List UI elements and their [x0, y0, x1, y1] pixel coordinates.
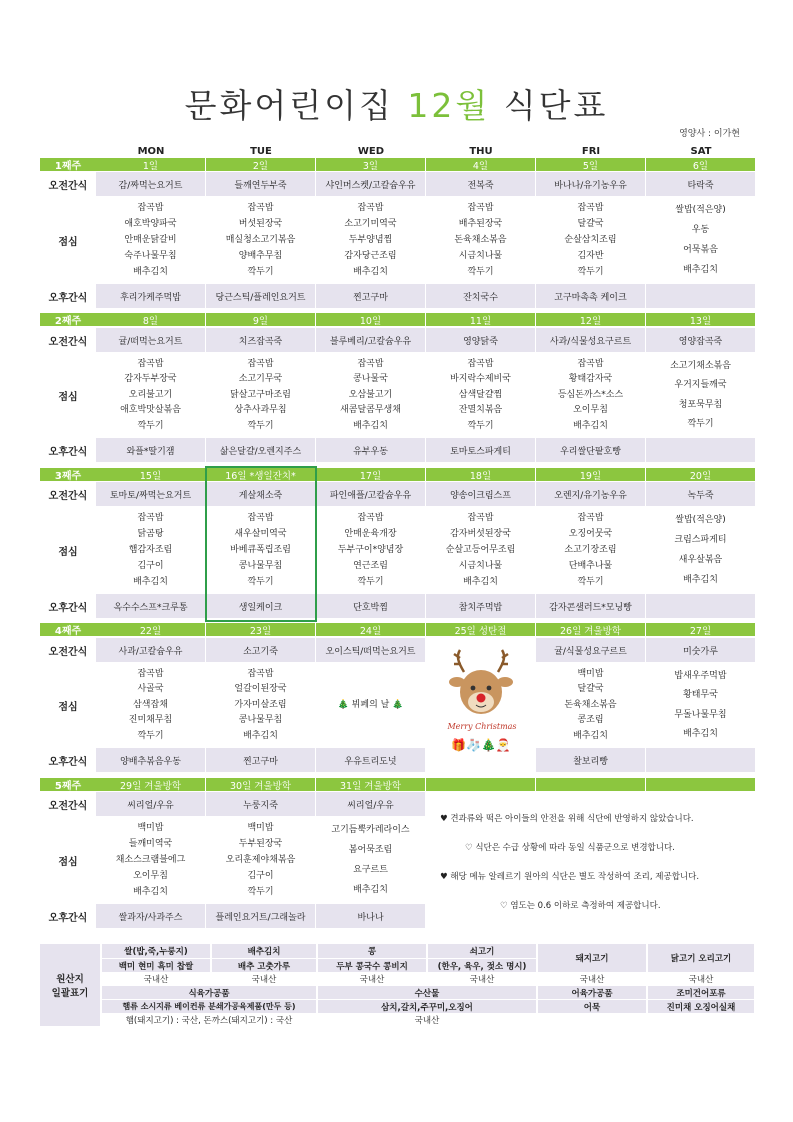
date-cell: 6일: [646, 158, 755, 171]
menu-item: 달걀국: [577, 684, 604, 695]
christmas-greeting: Merry Christmas: [447, 722, 517, 731]
menu-item: 잡곡밥: [577, 202, 604, 213]
menu-item: 돈육채소볶음: [564, 699, 617, 710]
pm-snack-cell: 토마토스파게티: [426, 438, 535, 462]
origin-bean-head: 콩: [318, 944, 426, 958]
menu-item: 깍두기: [137, 731, 164, 741]
am-snack-cell: 파인애플/고칼슘우유: [316, 482, 425, 506]
menu-item: 잡곡밥: [137, 358, 164, 369]
menu-item: 애호박맛살볶음: [120, 405, 181, 416]
menu-item: 오삼불고기: [348, 389, 393, 400]
menu-item: 햄감자조림: [128, 544, 173, 555]
menu-item: 콩조림: [577, 715, 604, 726]
date-cell: 24일: [316, 623, 425, 636]
menu-item: 봄어묵조림: [348, 844, 393, 855]
am-snack-cell: 바나나/유기농우유: [536, 172, 645, 196]
menu-item: 연근조림: [353, 560, 388, 571]
pm-snack-cell: 삶은달걀/오렌지주스: [206, 438, 315, 462]
note-line: ♥ 견과류와 떡은 아이들의 안전을 위해 식단에 반영하지 않았습니다.: [440, 814, 694, 824]
menu-item: 밥새우주먹밥: [674, 670, 727, 681]
menu-item: 매실청소고기볶음: [225, 234, 296, 245]
menu-item: 쌀밥(적은양): [675, 204, 726, 215]
am-snack-cell: 블루베리/고칼슘우유: [316, 328, 425, 352]
menu-item: 우거지들깨국: [674, 380, 727, 391]
menu-item: 요구르트: [353, 864, 388, 875]
row-label-am-snack: 오전간식: [48, 490, 88, 502]
menu-item: 배추김치: [133, 576, 168, 587]
menu-item: 배추김치: [133, 886, 168, 897]
menu-item: 순살고등어무조림: [445, 544, 516, 555]
menu-item: 콩나물무침: [238, 715, 283, 726]
lunch-cell: [426, 200, 535, 280]
origin-beef-items: (한우, 육우, 젖소 명시): [428, 959, 536, 972]
day-header-fri: FRI: [581, 145, 601, 157]
date-cell: 1일: [96, 158, 205, 171]
menu-item: 잡곡밥: [247, 202, 274, 213]
menu-item: 어묵볶음: [683, 244, 718, 255]
menu-item: 김자반: [577, 250, 604, 261]
lunch-cell: [96, 666, 205, 744]
menu-item: 잡곡밥: [247, 512, 274, 523]
week-label: 4째주: [40, 623, 96, 636]
christmas-illustration: [428, 642, 534, 764]
menu-item: 황태감자국: [568, 374, 613, 385]
menu-item: 잡곡밥: [137, 202, 164, 213]
menu-item: 오이무침: [133, 870, 168, 881]
lunch-cell: [206, 666, 315, 744]
menu-item: 백미밥: [137, 822, 164, 833]
date-cell: 9일: [206, 313, 315, 326]
pm-snack-cell: 유부우동: [316, 438, 425, 462]
origin-rice-head: 쌀(밥,죽,누룽지): [102, 944, 210, 958]
date-cell: 26일 겨울방학: [536, 623, 645, 636]
origin-dried-items: 진미채 오징어실채: [648, 1000, 754, 1013]
menu-item: 새우살볶음: [678, 554, 723, 565]
row-label-lunch: 점심: [58, 546, 78, 558]
date-cell-empty: [646, 778, 755, 791]
pm-snack-cell: 쌀과자/사과주스: [96, 904, 205, 928]
pm-snack-cell: 플레인요거트/그래놀라: [206, 904, 315, 928]
menu-item: 삼색달걀찜: [458, 389, 503, 400]
menu-item: 쌀밥(적은양): [675, 514, 726, 525]
origin-seafood-items: 삼치,갈치,주꾸미,오징어: [318, 1000, 536, 1013]
note-line: ♡ 식단은 수급 상황에 따라 동일 식품군으로 변경합니다.: [465, 843, 675, 853]
row-label-lunch: 점심: [58, 701, 78, 713]
lunch-cell: [536, 356, 645, 434]
am-snack-cell: 전복죽: [426, 172, 535, 196]
day-header-thu: THU: [469, 145, 493, 157]
origin-bean-items: 두부 콩국수 콩비지: [318, 959, 426, 972]
pm-snack-cell: 후리가케주먹밥: [96, 284, 205, 308]
menu-item: 배추김치: [133, 266, 168, 277]
am-snack-cell: 치즈잡곡죽: [206, 328, 315, 352]
am-snack-cell: 누룽지죽: [206, 792, 315, 816]
row-label-am-snack: 오전간식: [48, 180, 88, 192]
menu-item: 백미밥: [577, 668, 604, 679]
origin-label: 원산지 일괄표기: [40, 944, 100, 1026]
lunch-cell: [536, 200, 645, 280]
pm-snack-cell: [646, 748, 755, 772]
menu-item: 잡곡밥: [357, 358, 384, 369]
date-cell: 12일: [536, 313, 645, 326]
lunch-cell: [316, 666, 425, 744]
lunch-cell: [646, 666, 755, 744]
note-line: ♡ 염도는 0.6 이하로 측정하여 제공합니다.: [500, 901, 661, 911]
menu-item: 배추김치: [353, 266, 388, 277]
week-label: 1째주: [40, 158, 96, 171]
menu-item: 잡곡밥: [357, 512, 384, 523]
lunch-cell: [96, 820, 205, 900]
menu-item: 잡곡밥: [577, 358, 604, 369]
menu-item: 안매운육개장: [344, 528, 397, 539]
pm-snack-cell: 잔치국수: [426, 284, 535, 308]
nutritionist-name: 영양사 : 이가현: [679, 129, 740, 139]
menu-item: 무돌나물무침: [674, 709, 727, 720]
row-label-lunch: 점심: [58, 391, 78, 403]
menu-item: 배추김치: [683, 574, 718, 585]
origin-rice-origin: 국내산: [143, 975, 169, 985]
menu-item: 애호박양파국: [124, 218, 177, 229]
origin-chickduck-head: 닭고기 오리고기: [648, 944, 754, 972]
menu-item: 바베큐폭립조림: [230, 544, 291, 555]
am-snack-cell: 감/짜먹는요거트: [96, 172, 205, 196]
menu-item: 깍두기: [247, 421, 274, 431]
origin-processed-items: 햄류 소시지류 베이컨류 분쇄가공육제품(만두 등): [102, 1000, 316, 1013]
am-snack-cell: 귤/식물성요구르트: [536, 638, 645, 662]
date-cell: 8일: [96, 313, 205, 326]
lunch-cell: [206, 356, 315, 434]
pm-snack-cell: 감자콘샐러드*모닝빵: [536, 594, 645, 618]
row-label-pm-snack: 오후간식: [48, 602, 88, 614]
origin-fishcake-head: 어육가공품: [538, 986, 646, 999]
day-header-tue: TUE: [250, 145, 272, 157]
pm-snack-cell: 당근스틱/플레인요거트: [206, 284, 315, 308]
menu-item: 진미채무침: [128, 715, 173, 726]
menu-item: 잡곡밥: [247, 668, 274, 679]
origin-rice-items: 백미 현미 흑미 찹쌀: [102, 959, 210, 972]
lunch-cell: [316, 510, 425, 590]
date-cell: 3일: [316, 158, 425, 171]
am-snack-cell: 영양닭죽: [426, 328, 535, 352]
date-cell: 4일: [426, 158, 535, 171]
menu-item: 감자버섯된장국: [450, 528, 511, 539]
pm-snack-cell: 찐고구마: [316, 284, 425, 308]
date-cell: 10일: [316, 313, 425, 326]
lunch-cell: [316, 200, 425, 280]
menu-item: 🎄 뷔페의 날 🎄: [337, 699, 404, 710]
date-cell: 18일: [426, 468, 535, 481]
pm-snack-cell: 고구마촉촉 케이크: [536, 284, 645, 308]
menu-item: 오리훈제야채볶음: [225, 854, 296, 865]
pm-snack-cell: 참치주먹밥: [426, 594, 535, 618]
am-snack-cell: 영양잡곡죽: [646, 328, 755, 352]
date-cell-empty: [536, 778, 645, 791]
am-snack-cell: 양송이크림스프: [426, 482, 535, 506]
menu-item: 두부구이*양념장: [337, 544, 404, 555]
origin-chickduck-origin: 국내산: [688, 975, 714, 985]
menu-item: 들깨미역국: [128, 838, 173, 849]
menu-item: 시금치나물: [458, 250, 503, 261]
menu-item: 깍두기: [467, 421, 494, 431]
lunch-cell: [536, 666, 645, 744]
date-cell: 30일 겨울방학: [206, 778, 315, 791]
origin-bean-origin: 국내산: [359, 975, 385, 985]
pm-snack-cell: 바나나: [316, 904, 425, 928]
lunch-cell: [316, 356, 425, 434]
menu-item: 달걀국: [577, 218, 604, 229]
am-snack-cell: 토마토/짜먹는요거트: [96, 482, 205, 506]
date-cell: 16일 *생일잔치*: [206, 468, 315, 481]
lunch-cell: [536, 510, 645, 590]
week-label: 3째주: [40, 468, 96, 481]
row-label-pm-snack: 오후간식: [48, 446, 88, 458]
date-cell: 29일 겨울방학: [96, 778, 205, 791]
menu-item: 김구이: [247, 870, 274, 881]
menu-item: 김구이: [137, 560, 164, 571]
menu-item: 숙주나물무침: [124, 250, 177, 261]
menu-item: 시금치나물: [458, 560, 503, 571]
menu-item: 잡곡밥: [137, 512, 164, 523]
origin-dried-head: 조미건어포류: [648, 986, 754, 999]
menu-item: 소고기채소볶음: [670, 360, 731, 371]
menu-item: 배추김치: [573, 731, 608, 741]
menu-item: 상추사과무침: [234, 405, 287, 416]
menu-item: 얼갈이된장국: [234, 684, 287, 695]
menu-item: 삼색잡채: [133, 699, 168, 710]
menu-item: 두부양념찜: [348, 234, 393, 245]
menu-item: 고기듬뿍카레라이스: [331, 824, 410, 835]
menu-item: 청포묵무침: [678, 399, 723, 410]
menu-item: 잡곡밥: [467, 512, 494, 523]
menu-item: 버섯된장국: [238, 218, 283, 229]
lunch-cell: [316, 820, 425, 900]
menu-item: 깍두기: [247, 576, 274, 587]
menu-item: 잡곡밥: [137, 668, 164, 679]
menu-item: 잡곡밥: [467, 358, 494, 369]
origin-pork-origin: 국내산: [579, 975, 605, 985]
menu-item: 감자당근조림: [344, 250, 397, 261]
lunch-cell: [426, 510, 535, 590]
menu-item: 오징어뭇국: [568, 528, 613, 539]
menu-item: 깍두기: [577, 266, 604, 277]
date-cell: 2일: [206, 158, 315, 171]
menu-item: 배추김치: [243, 731, 278, 741]
row-label-pm-snack: 오후간식: [48, 292, 88, 304]
menu-item: 잡곡밥: [467, 202, 494, 213]
menu-item: 크림스파게티: [674, 534, 727, 545]
date-cell: 17일: [316, 468, 425, 481]
pm-snack-cell: [646, 284, 755, 308]
row-label-pm-snack: 오후간식: [48, 912, 88, 924]
row-label-am-snack: 오전간식: [48, 646, 88, 658]
menu-item: 잡곡밥: [577, 512, 604, 523]
menu-item: 깍두기: [577, 576, 604, 587]
date-cell: 20일: [646, 468, 755, 481]
menu-item: 바지락수제비국: [450, 374, 511, 385]
origin-kimchi-head: 배추김치: [212, 944, 316, 958]
lunch-cell: [426, 356, 535, 434]
row-label-am-snack: 오전간식: [48, 336, 88, 348]
am-snack-cell: 씨리얼/우유: [96, 792, 205, 816]
menu-item: 닭살고구마조림: [230, 389, 291, 400]
pm-snack-cell: 옥수수스프*크루통: [96, 594, 205, 618]
lunch-cell: [646, 356, 755, 434]
menu-item: 깍두기: [247, 266, 274, 277]
origin-seafood-head: 수산물: [318, 986, 536, 999]
menu-item: 깍두기: [247, 886, 274, 897]
origin-seafood-origin: 국내산: [414, 1016, 440, 1026]
menu-item: 깍두기: [137, 421, 164, 431]
pm-snack-cell: 찰보리빵: [536, 748, 645, 772]
pm-snack-cell: 우유트리도넛: [316, 748, 425, 772]
menu-item: 가자미살조림: [234, 699, 287, 710]
menu-item: 오리불고기: [128, 389, 173, 400]
menu-item: 콩나물무침: [238, 560, 283, 571]
menu-item: 등심돈까스*소스: [557, 389, 624, 400]
week-label: 2째주: [40, 313, 96, 326]
date-cell: 15일: [96, 468, 205, 481]
menu-item: 단배추나물: [568, 560, 613, 571]
origin-kimchi-origin: 국내산: [251, 975, 277, 985]
menu-item: 배추김치: [463, 576, 498, 587]
am-snack-cell: 타락죽: [646, 172, 755, 196]
am-snack-cell: 녹두죽: [646, 482, 755, 506]
menu-item: 배추김치: [353, 884, 388, 895]
lunch-cell: [646, 200, 755, 280]
am-snack-cell: 오이스틱/떠먹는요거트: [316, 638, 425, 662]
row-label-lunch: 점심: [58, 856, 78, 868]
menu-item: 깍두기: [467, 266, 494, 277]
note-line: ♥ 해당 메뉴 알레르기 원아의 식단은 별도 작성하여 조리, 제공합니다.: [440, 872, 700, 882]
menu-item: 소고기장조림: [564, 544, 617, 555]
pm-snack-cell: 와플*딸기잼: [96, 438, 205, 462]
menu-item: 백미밥: [247, 822, 274, 833]
lunch-cell: [206, 200, 315, 280]
menu-item: 채소스크램블에그: [115, 854, 186, 865]
am-snack-cell: 미숫가루: [646, 638, 755, 662]
am-snack-cell: 들깨연두부죽: [206, 172, 315, 196]
menu-item: 새콤달콤무생채: [340, 405, 401, 416]
row-label-lunch: 점심: [58, 236, 78, 248]
date-cell: 5일: [536, 158, 645, 171]
menu-item: 우동: [691, 224, 710, 235]
date-cell: 23일: [206, 623, 315, 636]
origin-processed-head: 식육가공품: [102, 986, 316, 999]
menu-item: 새우살미역국: [234, 528, 287, 539]
lunch-cell: [96, 510, 205, 590]
row-label-pm-snack: 오후간식: [48, 756, 88, 768]
menu-item: 배추김치: [683, 264, 718, 275]
menu-item: 감자두부장국: [124, 374, 177, 385]
am-snack-cell: 씨리얼/우유: [316, 792, 425, 816]
menu-item: 깍두기: [687, 419, 714, 430]
menu-item: 오이무침: [573, 405, 608, 416]
pm-snack-cell: 생일케이크: [206, 594, 315, 618]
am-snack-cell: 사과/고칼슘우유: [96, 638, 205, 662]
date-cell: 31일 겨울방학: [316, 778, 425, 791]
menu-item: 순살삼치조림: [564, 234, 617, 245]
menu-item: 깍두기: [357, 576, 384, 587]
menu-item: 사골국: [137, 684, 164, 695]
am-snack-cell: 게살채소죽: [206, 482, 315, 506]
birthday-highlight: [205, 466, 317, 622]
lunch-cell: [96, 200, 205, 280]
am-snack-cell: 오렌지/유기농우유: [536, 482, 645, 506]
menu-item: 두부된장국: [238, 838, 283, 849]
menu-item: 잔멸치볶음: [458, 405, 503, 416]
day-header-sat: SAT: [690, 145, 712, 157]
date-cell: 27일: [646, 623, 755, 636]
menu-item: 배추김치: [353, 421, 388, 431]
am-snack-cell: 샤인머스켓/고칼슘우유: [316, 172, 425, 196]
pm-snack-cell: [646, 594, 755, 618]
page-title: 문화어린이집 12월 식단표: [184, 86, 609, 125]
menu-item: 소고기무국: [238, 374, 283, 385]
menu-item: 잡곡밥: [357, 202, 384, 213]
origin-processed-note: 햄(돼지고기) : 국산, 돈까스(돼지고기) : 국산: [125, 1016, 293, 1026]
lunch-cell: [646, 510, 755, 590]
menu-item: 닭곰탕: [137, 528, 164, 539]
origin-pork-head: 돼지고기: [538, 944, 646, 972]
am-snack-cell: 사과/식물성요구르트: [536, 328, 645, 352]
origin-kimchi-items: 배추 고춧가루: [212, 959, 316, 972]
date-cell: 22일: [96, 623, 205, 636]
date-cell-empty: [426, 778, 535, 791]
date-cell: 19일: [536, 468, 645, 481]
date-cell: 25일 성탄절: [426, 623, 535, 636]
date-cell: 13일: [646, 313, 755, 326]
pm-snack-cell: 양배추볶음우동: [96, 748, 205, 772]
menu-item: 콩나물국: [353, 374, 388, 385]
pm-snack-cell: 찐고구마: [206, 748, 315, 772]
origin-beef-origin: 국내산: [469, 975, 495, 985]
lunch-cell: [96, 356, 205, 434]
row-label-am-snack: 오전간식: [48, 800, 88, 812]
menu-item: 돈육채소볶음: [454, 234, 507, 245]
week-label: 5째주: [40, 778, 96, 791]
origin-fishcake-items: 어묵: [538, 1000, 646, 1013]
day-header-wed: WED: [357, 145, 385, 157]
menu-item: 소고기미역국: [344, 218, 397, 229]
pm-snack-cell: [646, 438, 755, 462]
menu-item: 배추된장국: [458, 218, 503, 229]
am-snack-cell: 귤/떠먹는요거트: [96, 328, 205, 352]
ornaments-icon: 🎁🧦🎄🎅: [451, 738, 511, 752]
lunch-cell: [206, 820, 315, 900]
menu-item: 배추김치: [683, 729, 718, 740]
menu-item: 황태무국: [683, 690, 718, 701]
menu-item: 양배추무침: [238, 250, 283, 261]
origin-beef-head: 쇠고기: [428, 944, 536, 958]
pm-snack-cell: 우리쌀단팥호빵: [536, 438, 645, 462]
menu-item: 잡곡밥: [247, 358, 274, 369]
menu-item: 안매운닭갈비: [124, 234, 177, 245]
menu-item: 배추김치: [573, 421, 608, 431]
day-header-mon: MON: [137, 145, 165, 157]
date-cell: 11일: [426, 313, 535, 326]
pm-snack-cell: 단호박찜: [316, 594, 425, 618]
am-snack-cell: 소고기죽: [206, 638, 315, 662]
